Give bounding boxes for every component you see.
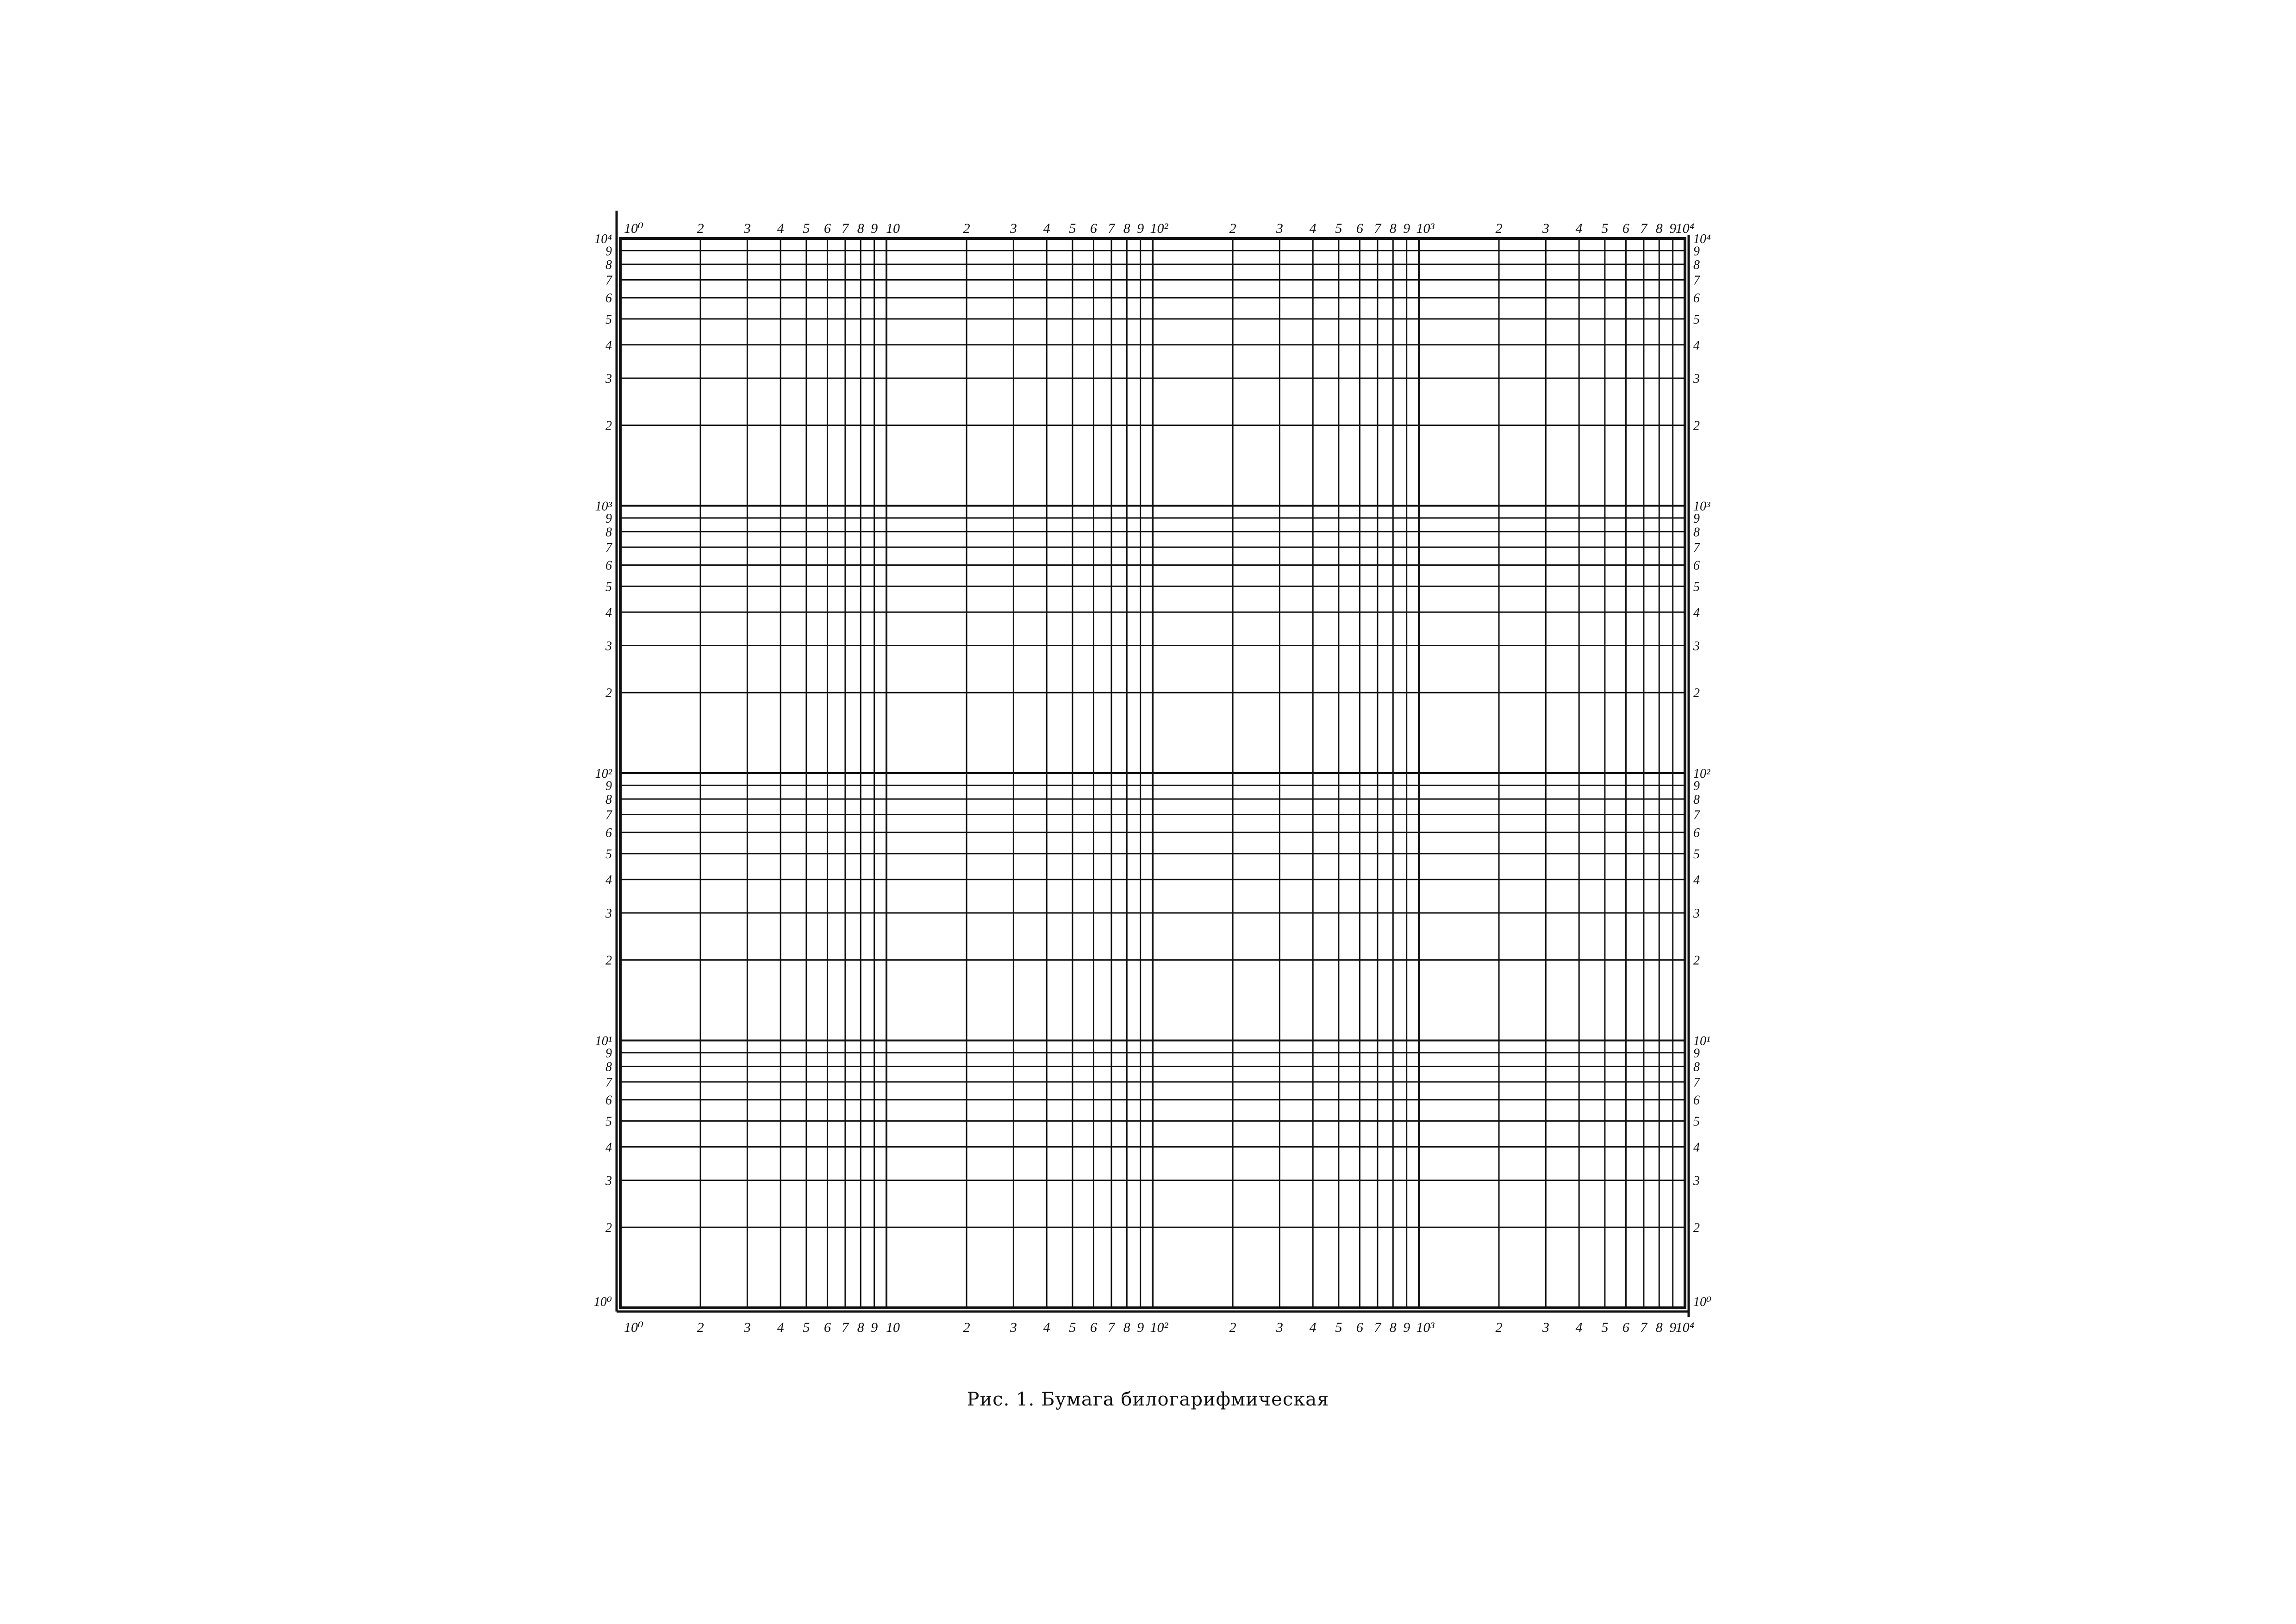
x-tick-label-top: 8 <box>857 221 864 236</box>
x-tick-label-bottom: 9 <box>1669 1320 1677 1335</box>
x-tick-label-top: 9 <box>1669 221 1677 236</box>
x-decade-label-bottom: 10² <box>1150 1320 1168 1335</box>
x-decade-label-top: 10⁴ <box>1675 221 1694 236</box>
y-tick-label-right: 4 <box>1693 1140 1700 1155</box>
x-tick-label-top: 7 <box>842 221 849 236</box>
y-tick-label-right: 4 <box>1693 606 1700 620</box>
y-tick-label-right: 5 <box>1693 580 1700 594</box>
y-tick-label-left: 5 <box>605 312 612 327</box>
x-decade-label-top: 10² <box>1150 221 1168 236</box>
x-tick-label-top: 6 <box>824 221 831 236</box>
y-tick-label-left: 2 <box>605 418 612 433</box>
y-tick-label-right: 7 <box>1693 273 1700 288</box>
x-tick-label-top: 3 <box>1010 221 1017 236</box>
y-tick-label-right: 6 <box>1693 826 1700 841</box>
y-tick-label-right: 9 <box>1693 244 1700 259</box>
x-tick-label-bottom: 7 <box>842 1320 849 1335</box>
y-tick-label-left: 2 <box>605 686 612 701</box>
y-tick-label-left: 4 <box>605 338 612 353</box>
x-tick-label-bottom: 6 <box>1356 1320 1363 1335</box>
x-tick-label-bottom: 9 <box>1137 1320 1144 1335</box>
y-axis-labels-left <box>594 232 612 1309</box>
y-decade-label-right: 10⁴ <box>1693 232 1711 246</box>
y-tick-label-right: 8 <box>1693 525 1700 540</box>
x-tick-label-top: 5 <box>803 221 810 236</box>
y-tick-label-right: 4 <box>1693 338 1700 353</box>
y-tick-label-right: 3 <box>1693 906 1700 921</box>
x-decade-label-bottom: 10⁴ <box>1675 1320 1694 1335</box>
x-tick-label-bottom: 5 <box>1069 1320 1076 1335</box>
y-tick-label-left: 8 <box>605 525 612 540</box>
x-tick-label-bottom: 4 <box>1043 1320 1050 1335</box>
x-tick-label-top: 8 <box>1123 221 1130 236</box>
x-tick-label-bottom: 6 <box>1090 1320 1097 1335</box>
x-decade-label-bottom: 10⁰ <box>624 1320 644 1335</box>
y-tick-label-right: 5 <box>1693 1114 1700 1129</box>
x-tick-label-top: 6 <box>1090 221 1097 236</box>
x-tick-label-bottom: 2 <box>697 1320 704 1335</box>
x-tick-label-bottom: 5 <box>1601 1320 1609 1335</box>
x-tick-label-top: 9 <box>1403 221 1410 236</box>
y-tick-label-left: 3 <box>605 906 612 921</box>
y-tick-label-right: 5 <box>1693 312 1700 327</box>
y-tick-label-left: 9 <box>605 779 612 793</box>
y-tick-label-right: 3 <box>1693 371 1700 386</box>
y-tick-label-right: 6 <box>1693 558 1700 573</box>
x-tick-label-top: 4 <box>777 221 784 236</box>
y-tick-label-left: 6 <box>605 291 612 306</box>
x-tick-label-bottom: 2 <box>963 1320 970 1335</box>
x-tick-label-top: 5 <box>1335 221 1342 236</box>
x-decade-label-bottom: 10 <box>886 1320 900 1335</box>
y-tick-label-left: 6 <box>605 826 612 841</box>
y-tick-label-left: 8 <box>605 1060 612 1074</box>
y-tick-label-left: 4 <box>605 606 612 620</box>
x-tick-label-bottom: 9 <box>871 1320 878 1335</box>
y-tick-label-right: 9 <box>1693 511 1700 526</box>
x-tick-label-bottom: 4 <box>1575 1320 1583 1335</box>
y-tick-label-left: 5 <box>605 1114 612 1129</box>
x-axis-labels-top <box>624 221 1694 236</box>
x-tick-label-bottom: 6 <box>824 1320 831 1335</box>
y-tick-label-right: 6 <box>1693 1093 1700 1108</box>
x-tick-label-bottom: 3 <box>1542 1320 1549 1335</box>
x-tick-label-bottom: 8 <box>1655 1320 1663 1335</box>
y-decade-label-right: 10² <box>1693 767 1710 781</box>
y-tick-label-left: 3 <box>605 639 612 654</box>
x-decade-label-bottom: 10³ <box>1416 1320 1435 1335</box>
y-tick-label-left: 3 <box>605 1174 612 1188</box>
x-tick-label-top: 2 <box>963 221 970 236</box>
x-tick-label-top: 9 <box>871 221 878 236</box>
y-tick-label-right: 4 <box>1693 873 1700 887</box>
y-tick-label-right: 8 <box>1693 257 1700 272</box>
y-tick-label-left: 5 <box>605 847 612 862</box>
x-decade-label-top: 10⁰ <box>624 221 644 236</box>
x-tick-label-bottom: 9 <box>1403 1320 1410 1335</box>
x-tick-label-top: 2 <box>1495 221 1503 236</box>
y-tick-label-left: 6 <box>605 1093 612 1108</box>
x-tick-label-bottom: 8 <box>857 1320 864 1335</box>
y-tick-label-left: 8 <box>605 257 612 272</box>
y-tick-label-right: 9 <box>1693 779 1700 793</box>
y-axis-labels-right <box>1693 232 1711 1309</box>
y-decade-label-left: 10⁰ <box>593 1295 612 1309</box>
y-tick-label-right: 6 <box>1693 291 1700 306</box>
y-tick-label-left: 9 <box>605 244 612 259</box>
x-tick-label-bottom: 7 <box>1374 1320 1381 1335</box>
y-tick-label-right: 7 <box>1693 808 1700 823</box>
y-tick-label-right: 7 <box>1693 1075 1700 1090</box>
x-tick-label-top: 8 <box>1389 221 1397 236</box>
y-tick-label-right: 3 <box>1693 1174 1700 1188</box>
x-tick-label-bottom: 4 <box>1309 1320 1316 1335</box>
x-tick-label-top: 2 <box>697 221 704 236</box>
y-decade-label-right: 10¹ <box>1693 1034 1710 1049</box>
x-tick-label-bottom: 2 <box>1229 1320 1236 1335</box>
y-tick-label-left: 9 <box>605 511 612 526</box>
x-tick-label-top: 5 <box>1069 221 1076 236</box>
x-tick-label-top: 9 <box>1137 221 1144 236</box>
y-decade-label-left: 10⁴ <box>594 232 612 246</box>
y-decade-label-right: 10⁰ <box>1693 1295 1712 1309</box>
x-tick-label-bottom: 3 <box>1010 1320 1017 1335</box>
y-decade-label-right: 10³ <box>1693 499 1710 514</box>
x-tick-label-bottom: 4 <box>777 1320 784 1335</box>
x-tick-label-bottom: 7 <box>1640 1320 1647 1335</box>
y-tick-label-right: 5 <box>1693 847 1700 862</box>
x-tick-label-top: 7 <box>1374 221 1381 236</box>
x-tick-label-top: 3 <box>1542 221 1549 236</box>
x-tick-label-top: 4 <box>1575 221 1583 236</box>
x-tick-label-top: 7 <box>1108 221 1115 236</box>
y-tick-label-right: 9 <box>1693 1046 1700 1061</box>
y-decade-label-left: 10¹ <box>595 1034 612 1049</box>
y-tick-label-left: 7 <box>605 808 612 823</box>
x-tick-label-top: 6 <box>1356 221 1363 236</box>
x-axis-labels-bottom <box>624 1320 1694 1335</box>
y-tick-label-left: 8 <box>605 792 612 807</box>
y-tick-label-right: 2 <box>1693 953 1700 968</box>
x-tick-label-top: 8 <box>1655 221 1663 236</box>
x-tick-label-bottom: 3 <box>743 1320 751 1335</box>
y-decade-label-left: 10³ <box>595 499 612 514</box>
y-tick-label-right: 2 <box>1693 1221 1700 1236</box>
y-tick-label-right: 3 <box>1693 639 1700 654</box>
x-decade-label-top: 10 <box>886 221 900 236</box>
x-tick-label-top: 3 <box>1276 221 1283 236</box>
x-tick-label-bottom: 8 <box>1123 1320 1130 1335</box>
x-tick-label-top: 4 <box>1043 221 1050 236</box>
x-tick-label-top: 2 <box>1229 221 1236 236</box>
x-tick-label-bottom: 7 <box>1108 1320 1115 1335</box>
y-tick-label-left: 7 <box>605 1075 612 1090</box>
figure-caption: Рис. 1. Бумага билогарифмическая <box>967 1389 1329 1410</box>
x-tick-label-top: 3 <box>743 221 751 236</box>
y-tick-label-left: 9 <box>605 1046 612 1061</box>
y-tick-label-right: 2 <box>1693 418 1700 433</box>
y-tick-label-left: 6 <box>605 558 612 573</box>
y-tick-label-right: 8 <box>1693 1060 1700 1074</box>
y-decade-label-left: 10² <box>595 767 612 781</box>
y-tick-label-left: 2 <box>605 953 612 968</box>
x-tick-label-bottom: 5 <box>803 1320 810 1335</box>
x-tick-label-bottom: 6 <box>1622 1320 1629 1335</box>
x-tick-label-top: 7 <box>1640 221 1647 236</box>
y-tick-label-left: 4 <box>605 873 612 887</box>
y-tick-label-right: 8 <box>1693 792 1700 807</box>
y-tick-label-right: 7 <box>1693 540 1700 555</box>
y-tick-label-right: 2 <box>1693 686 1700 701</box>
y-tick-label-left: 7 <box>605 540 612 555</box>
x-tick-label-bottom: 5 <box>1335 1320 1342 1335</box>
y-tick-label-left: 2 <box>605 1221 612 1236</box>
x-decade-label-top: 10³ <box>1416 221 1435 236</box>
x-tick-label-top: 5 <box>1601 221 1609 236</box>
y-tick-label-left: 4 <box>605 1140 612 1155</box>
x-tick-label-bottom: 8 <box>1389 1320 1397 1335</box>
y-tick-label-left: 7 <box>605 273 612 288</box>
x-tick-label-bottom: 3 <box>1276 1320 1283 1335</box>
x-tick-label-top: 4 <box>1309 221 1316 236</box>
x-tick-label-bottom: 2 <box>1495 1320 1503 1335</box>
y-tick-label-left: 5 <box>605 580 612 594</box>
x-tick-label-top: 6 <box>1622 221 1629 236</box>
y-tick-label-left: 3 <box>605 371 612 386</box>
